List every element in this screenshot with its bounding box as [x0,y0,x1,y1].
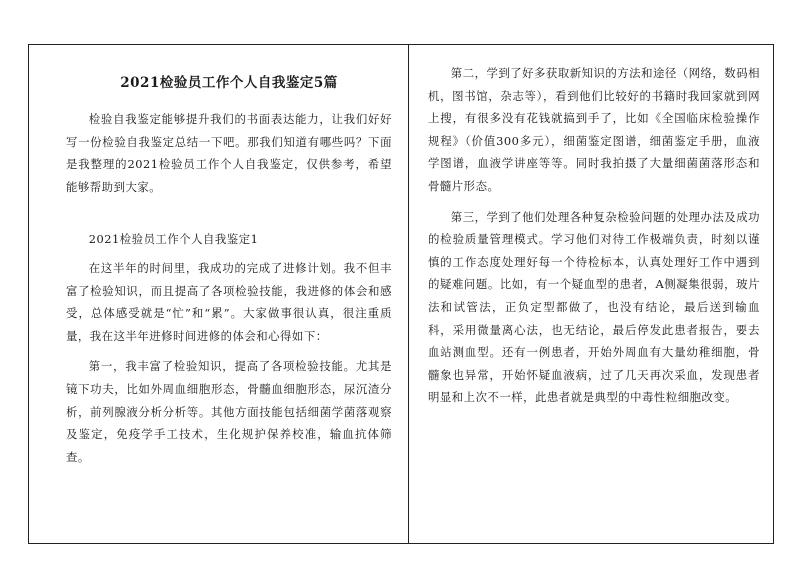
section-heading: 2021检验员工作个人自我鉴定1 [88,232,259,247]
paragraph-1: 在这半年的时间里，我成功的完成了进修计划。我不但丰富了检验知识，而且提高了各项检验技能，我进修的体会和感受，总体感受就是“忙”和“累”。大家做事很认真，很注重质量，我在这半年进修时间进修的体会和心得如下： [66,260,392,343]
intro-paragraph: 检验自我鉴定能够提升我们的书面表达能力，让我们好好写一份检验自我鉴定总结一下吧。那我们知道有哪些吗？下面是我整理的2021检验员工作个人自我鉴定，仅供参考，希望能够帮助到大家。 [66,112,392,194]
paragraph-3: 第二，学到了好多获取新知识的方法和途径（网络，数码相机，图书馆，杂志等），看到他们比较好的书籍时我回家就到网上搜，有很多没有花钱就搞到手了，比如《全国临床检验操作规程》（价值300多元），细菌鉴定图谱，细菌鉴定手册，血液学图谱，血液学讲座等等。同时我拍摄了大量细菌菌落形态和骨髓片形态。 [428,66,760,193]
paragraph-4: 第三，学到了他们处理各种复杂检验问题的处理办法及成功的检验质量管理模式。学习他们对待工作极端负责，时刻以谨慎的工作态度处理好每一个待检标本，认真处理好工作中遇到的疑难问题。比如，有一个疑血型的患者，A侧凝集很弱，玻片法和试管法，正负定型都做了，也没有结论，最后送到输血科，采用微量离心法，也无结论，最后停发此患者报告，要去血站测血型。还有一例患者，开始外周血有大量幼稚细胞，骨髓象也异常，开始怀疑血液病，过了几天再次采血，发现患者明显和上次不一样，此患者就是典型的中毒性粒细胞改变。 [428,209,760,405]
document-title: 2021检验员工作个人自我鉴定5篇 [120,75,338,91]
right-column [428,62,760,417]
paragraph-2: 第一，我丰富了检验知识，提高了各项检验技能。尤其是镜下功夫，比如外周血细胞形态，骨髓血细胞形态，尿沉渣分析，前列腺液分析分析等。其他方面技能包括细菌学菌落观察及鉴定，免疫学手工技术，生化规护保养校准，输血抗体筛查。 [66,359,392,464]
column-divider [408,44,409,544]
left-column [66,72,392,476]
